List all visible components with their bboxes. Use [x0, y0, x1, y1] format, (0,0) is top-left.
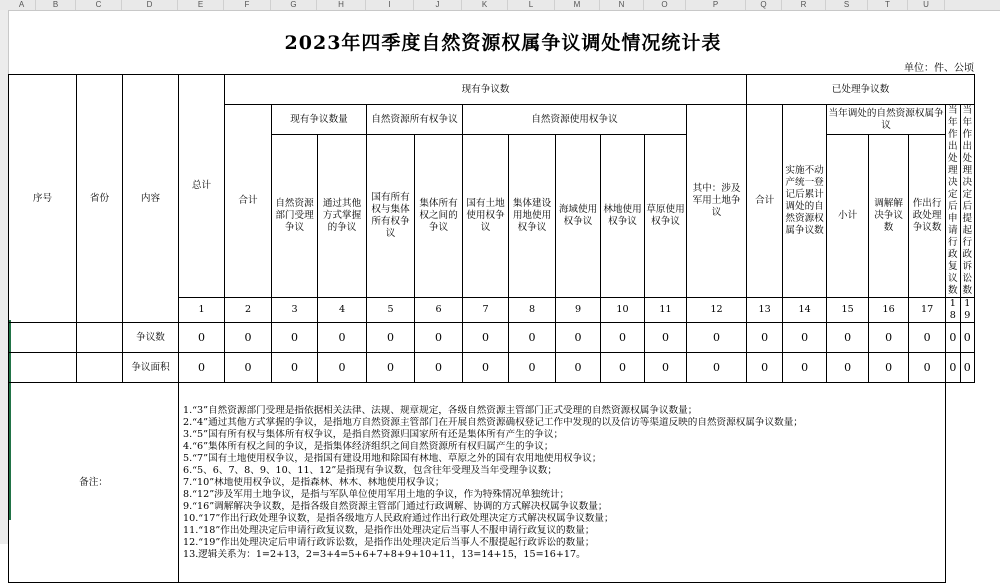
- note-line: 5.“7”国有土地使用权争议，是指国有建设用地和除国有林地、草原之外的国有农用地使用权争议；: [183, 452, 602, 464]
- value-cell[interactable]: 0: [687, 353, 747, 383]
- value-cell[interactable]: 0: [272, 353, 318, 383]
- value-cell[interactable]: 0: [946, 323, 960, 353]
- existing-total-header[interactable]: 合计: [225, 105, 272, 298]
- table-row: [9, 353, 975, 383]
- note-line: 12.“19”作出处理决定后申请行政诉讼数，是指作出处理决定后当事人不服提起行政诉讼的数量；: [183, 536, 595, 548]
- existing-qty-header[interactable]: 现有争议数量: [272, 105, 367, 135]
- table-row: [9, 323, 975, 353]
- row-label[interactable]: 争议数: [123, 323, 179, 353]
- value-cell[interactable]: 0: [909, 353, 946, 383]
- column-letter[interactable]: S: [826, 0, 868, 10]
- value-cell[interactable]: 0: [509, 323, 556, 353]
- column-number[interactable]: 17: [909, 298, 946, 323]
- value-cell[interactable]: 0: [367, 353, 415, 383]
- column-letter[interactable]: F: [224, 0, 271, 10]
- forest-land-header[interactable]: 林地使用权争议: [601, 135, 645, 298]
- value-cell[interactable]: 0: [827, 323, 869, 353]
- province-cell[interactable]: [77, 323, 123, 353]
- province-header[interactable]: 省份: [77, 75, 123, 323]
- column-letter[interactable]: A: [8, 0, 36, 10]
- value-cell[interactable]: 0: [869, 323, 909, 353]
- value-cell[interactable]: 0: [601, 323, 645, 353]
- note-line: 6.“5、6、7、8、9、10、11、12”是指现有争议数，包含往年受理及当年受理争议数；: [183, 464, 557, 476]
- column-letter[interactable]: O: [644, 0, 686, 10]
- sea-area-header[interactable]: 海域使用权争议: [556, 135, 601, 298]
- column-number[interactable]: 13: [747, 298, 783, 323]
- value-cell[interactable]: 0: [960, 323, 974, 353]
- collective-construction-header[interactable]: 集体建设用地使用权争议: [509, 135, 556, 298]
- column-letter[interactable]: T: [868, 0, 908, 10]
- total-header[interactable]: 总计: [179, 75, 225, 298]
- value-cell[interactable]: 0: [463, 353, 509, 383]
- seq-header[interactable]: 序号: [9, 75, 77, 323]
- column-header-bar: [0, 0, 1000, 11]
- column-letter[interactable]: Q: [746, 0, 782, 10]
- value-cell[interactable]: 0: [556, 353, 601, 383]
- note-line: 10.“17”作出行政处理争议数，是指各级地方人民政府通过作出行政处理决定方式解决权属争议数量；: [183, 512, 614, 524]
- note-line: 7.“10”林地使用权争议，是指森林、林木、林地使用权争议；: [183, 476, 445, 488]
- column-number[interactable]: 11: [645, 298, 687, 323]
- column-number[interactable]: 9: [556, 298, 601, 323]
- value-cell[interactable]: 0: [225, 353, 272, 383]
- value-cell[interactable]: 0: [179, 353, 225, 383]
- note-line: 11.“18”作出处理决定后申请行政复议数，是指作出处理决定后当事人不服申请行政复议的数量；: [183, 524, 595, 536]
- column-letter[interactable]: K: [462, 0, 508, 10]
- column-number[interactable]: 3: [272, 298, 318, 323]
- column-number[interactable]: 12: [687, 298, 747, 323]
- note-line: 13.逻辑关系为：1=2+13，2=3+4=5+6+7+8+9+10+11，13=14+15，15=16+17。: [183, 548, 586, 560]
- column-letter[interactable]: E: [178, 0, 224, 10]
- value-cell[interactable]: 0: [869, 353, 909, 383]
- column-letter[interactable]: G: [271, 0, 317, 10]
- value-cell[interactable]: 0: [415, 323, 463, 353]
- value-cell[interactable]: 0: [272, 323, 318, 353]
- column-number[interactable]: 14: [783, 298, 827, 323]
- value-cell[interactable]: 0: [687, 323, 747, 353]
- row-label[interactable]: 争议面积: [123, 353, 179, 383]
- use-right-header[interactable]: 自然资源使用权争议: [463, 105, 687, 135]
- report-title: 2023年四季度自然资源权属争议调处情况统计表: [284, 32, 722, 54]
- value-cell[interactable]: 0: [318, 353, 367, 383]
- province-cell[interactable]: [77, 353, 123, 383]
- column-number[interactable]: 5: [367, 298, 415, 323]
- value-cell[interactable]: 0: [747, 353, 783, 383]
- note-line: 8.“12”涉及军用土地争议，是指与军队单位使用军用土地的争议，作为特殊情况单独统计；: [183, 488, 570, 500]
- value-cell[interactable]: 0: [783, 323, 827, 353]
- column-letter[interactable]: D: [122, 0, 178, 10]
- value-cell[interactable]: 0: [367, 323, 415, 353]
- column-number[interactable]: 10: [601, 298, 645, 323]
- existing-disputes-header[interactable]: 现有争议数: [225, 75, 747, 105]
- admin-lawsuit-header[interactable]: 当年作出处理决定后提起行政诉讼数: [960, 105, 974, 298]
- column-letter[interactable]: B: [36, 0, 76, 10]
- column-letter[interactable]: H: [317, 0, 366, 10]
- column-number[interactable]: 18: [946, 298, 960, 323]
- seq-cell[interactable]: [9, 323, 77, 353]
- statistics-table: [8, 74, 975, 583]
- value-cell[interactable]: 0: [783, 353, 827, 383]
- real-estate-header[interactable]: 实施不动产统一登记后累计调处的自然资源权属争议数: [783, 105, 827, 298]
- value-cell[interactable]: 0: [645, 353, 687, 383]
- column-number[interactable]: 7: [463, 298, 509, 323]
- mediation-header[interactable]: 调解解决争议数: [869, 135, 909, 298]
- seq-cell[interactable]: [9, 353, 77, 383]
- column-letter[interactable]: P: [686, 0, 746, 10]
- subtotal-header[interactable]: 小计: [827, 135, 869, 298]
- column-number[interactable]: 2: [225, 298, 272, 323]
- column-letter[interactable]: R: [782, 0, 826, 10]
- note-line: 1.“3”自然资源部门受理是指依据相关法律、法规、规章规定，各级自然资源主管部门正式受理的自然资源权属争议数量；: [183, 404, 698, 416]
- note-line: 4.“6”集体所有权之间的争议，是指集体经济组织之间自然资源所有权归属产生的争议；: [183, 440, 554, 452]
- column-number[interactable]: 16: [869, 298, 909, 323]
- value-cell[interactable]: 0: [645, 323, 687, 353]
- value-cell[interactable]: 0: [556, 323, 601, 353]
- column-letter[interactable]: M: [555, 0, 600, 10]
- value-cell[interactable]: 0: [827, 353, 869, 383]
- collective-between-header[interactable]: 集体所有权之间的争议: [415, 135, 463, 298]
- column-letter[interactable]: L: [508, 0, 555, 10]
- value-cell[interactable]: 0: [909, 323, 946, 353]
- column-number[interactable]: 8: [509, 298, 556, 323]
- column-letter[interactable]: J: [414, 0, 462, 10]
- unit-label: 单位：件、公顷: [904, 63, 974, 74]
- dept-accepted-header[interactable]: 自然资源部门受理争议: [272, 135, 318, 298]
- state-land-use-header[interactable]: 国有土地使用权争议: [463, 135, 509, 298]
- column-number[interactable]: 19: [960, 298, 974, 323]
- value-cell[interactable]: 0: [415, 353, 463, 383]
- current-year-header[interactable]: 当年调处的自然资源权属争议: [827, 105, 946, 135]
- value-cell[interactable]: 0: [318, 323, 367, 353]
- content-header[interactable]: 内容: [123, 75, 179, 323]
- column-letter[interactable]: U: [908, 0, 945, 10]
- column-number[interactable]: 1: [179, 298, 225, 323]
- column-letter[interactable]: C: [76, 0, 122, 10]
- value-cell[interactable]: 0: [179, 323, 225, 353]
- ownership-header[interactable]: 自然资源所有权争议: [367, 105, 463, 135]
- value-cell[interactable]: 0: [946, 353, 960, 383]
- note-line: 2.“4”通过其他方式掌握的争议，是指地方自然资源主管部门在开展自然资源确权登记工作中发现的以及信访等渠道反映的自然资源权属争议数量；: [183, 416, 803, 428]
- note-line: 3.“5”国有所有权与集体所有权争议，是指自然资源归国家所有还是集体所有产生的争议；: [183, 428, 564, 440]
- column-number[interactable]: 15: [827, 298, 869, 323]
- other-means-header[interactable]: 通过其他方式掌握的争议: [318, 135, 367, 298]
- column-letter[interactable]: N: [600, 0, 644, 10]
- value-cell[interactable]: 0: [601, 353, 645, 383]
- column-number[interactable]: 4: [318, 298, 367, 323]
- note-line: 9.“16”调解解决争议数，是指各级自然资源主管部门通过行政调解、协调的方式解决权属争议数量；: [183, 500, 608, 512]
- state-collective-header[interactable]: 国有所有权与集体所有权争议: [367, 135, 415, 298]
- military-header[interactable]: 其中：涉及军用土地争议: [687, 105, 747, 298]
- grassland-header[interactable]: 草原使用权争议: [645, 135, 687, 298]
- notes-cell[interactable]: [179, 383, 946, 583]
- admin-review-header[interactable]: 当年作出处理决定后申请行政复议数: [946, 105, 960, 298]
- value-cell[interactable]: 0: [509, 353, 556, 383]
- column-letter[interactable]: I: [366, 0, 414, 10]
- value-cell[interactable]: 0: [225, 323, 272, 353]
- notes-label[interactable]: 备注：: [9, 383, 179, 583]
- value-cell[interactable]: 0: [747, 323, 783, 353]
- value-cell[interactable]: 0: [960, 353, 974, 383]
- processed-disputes-header[interactable]: 已处理争议数: [747, 75, 975, 105]
- admin-decision-header[interactable]: 作出行政处理争议数: [909, 135, 946, 298]
- processed-total-header[interactable]: 合计: [747, 105, 783, 298]
- value-cell[interactable]: 0: [463, 323, 509, 353]
- column-number[interactable]: 6: [415, 298, 463, 323]
